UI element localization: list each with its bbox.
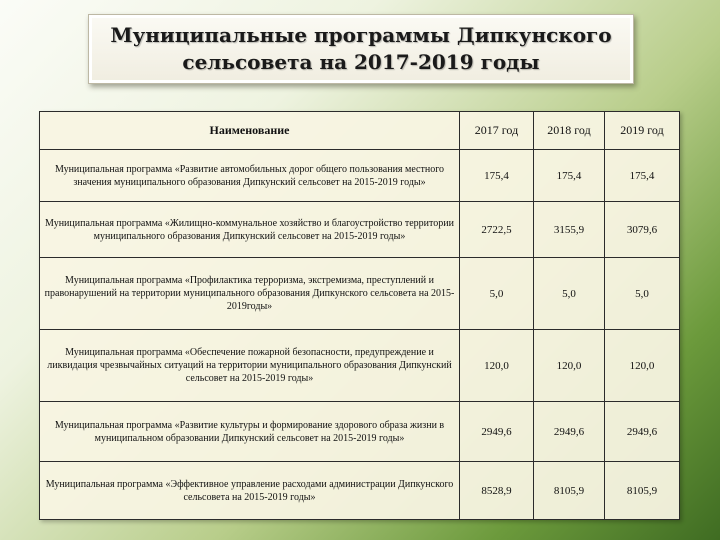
- table-row: [40, 402, 680, 462]
- value-2019: 2949,6: [605, 402, 680, 462]
- header-2018: 2018 год: [534, 112, 605, 150]
- value-2019: 3079,6: [605, 202, 680, 258]
- value-2017: 2949,6: [460, 402, 534, 462]
- table-row: [40, 150, 680, 202]
- value-2017: 175,4: [460, 150, 534, 202]
- value-2018: 120,0: [534, 330, 605, 402]
- table-row: [40, 330, 680, 402]
- table-row: [40, 202, 680, 258]
- header-2017: 2017 год: [460, 112, 534, 150]
- header-name: Наименование: [40, 112, 460, 150]
- program-name: Муниципальная программа «Развитие автомобильных дорог общего пользования местного значения муниципального образования Дипкунский сельсовет на 2015-2019 годы»: [40, 150, 460, 202]
- table-row: [40, 462, 680, 520]
- value-2018: 8105,9: [534, 462, 605, 520]
- table-header-row: [40, 112, 680, 150]
- value-2017: 5,0: [460, 258, 534, 330]
- program-name: Муниципальная программа «Жилищно-коммунальное хозяйство и благоустройство территории муниципального образования Дипкунский сельсовет на 2015-2019 годы»: [40, 202, 460, 258]
- program-name: Муниципальная программа «Развитие культуры и формирование здорового образа жизни в муниципальном образовании Дипкунский сельсовет на 2015-2019 годы»: [40, 402, 460, 462]
- program-name: Муниципальная программа «Обеспечение пожарной безопасности, предупреждение и ликвидация чрезвычайных ситуаций на территории муниципального образования Дипкунский сельсовет на 2015-2019 годы»: [40, 330, 460, 402]
- value-2019: 175,4: [605, 150, 680, 202]
- value-2017: 2722,5: [460, 202, 534, 258]
- value-2019: 5,0: [605, 258, 680, 330]
- value-2019: 8105,9: [605, 462, 680, 520]
- program-name: Муниципальная программа «Эффективное управление расходами администрации Дипкунского сельсовета на 2015-2019 годы»: [40, 462, 460, 520]
- programs-table: [39, 111, 680, 520]
- program-name: Муниципальная программа «Профилактика терроризма, экстремизма, преступлений и правонарушений на территории муниципального образования Дипкунского сельсовета на 2015-2019годы»: [40, 258, 460, 330]
- slide-title-box: [88, 14, 634, 84]
- value-2018: 2949,6: [534, 402, 605, 462]
- header-2019: 2019 год: [605, 112, 680, 150]
- value-2019: 120,0: [605, 330, 680, 402]
- value-2017: 120,0: [460, 330, 534, 402]
- table-row: [40, 258, 680, 330]
- value-2018: 5,0: [534, 258, 605, 330]
- slide-title: Муниципальные программы Дипкунского сельсовета на 2017-2019 годы: [110, 23, 612, 74]
- value-2018: 3155,9: [534, 202, 605, 258]
- value-2017: 8528,9: [460, 462, 534, 520]
- value-2018: 175,4: [534, 150, 605, 202]
